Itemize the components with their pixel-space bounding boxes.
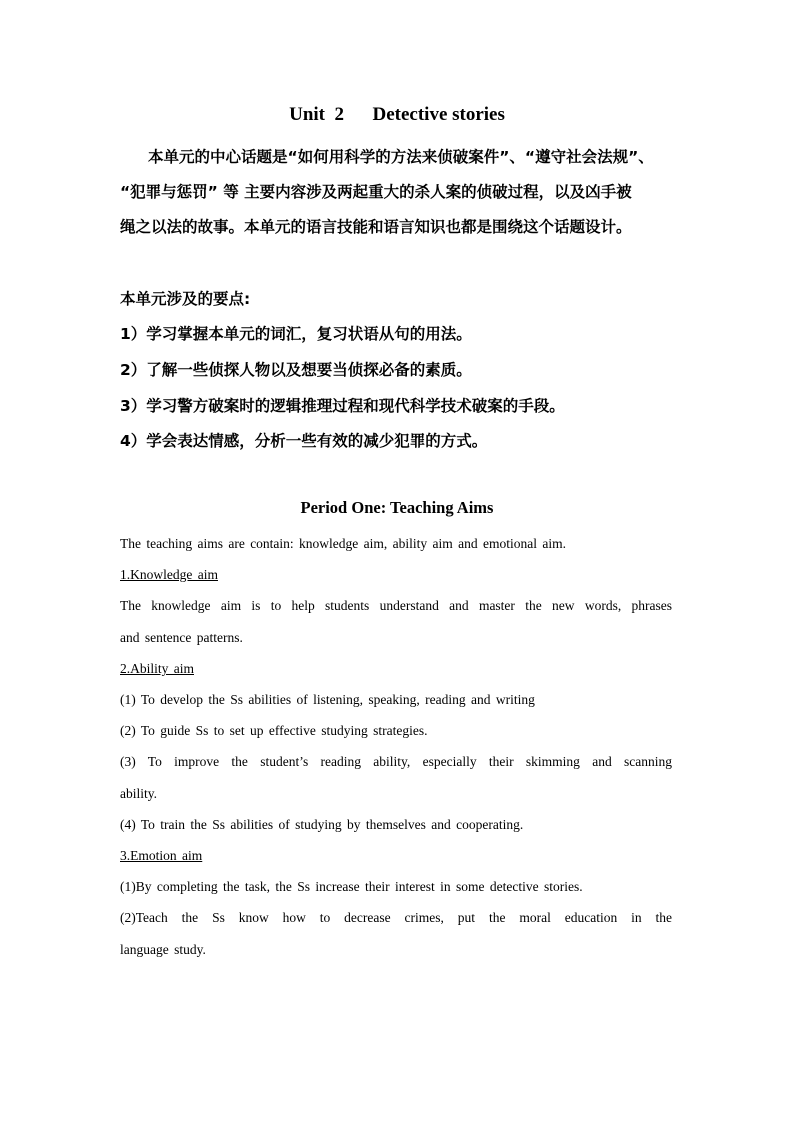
knowledge-aim-heading: 1.Knowledge aim [120, 567, 218, 582]
ability-aim-heading: 2.Ability aim [120, 661, 194, 676]
key-points-heading: 本单元涉及的要点: [120, 290, 251, 308]
key-point-item: 1）学习掌握本单元的词汇，复习状语从句的用法。 [120, 325, 472, 343]
ability-aim-item: (4) To train the Ss abilities of studying by themselves and cooperating. [120, 817, 524, 832]
key-point-item: 4）学会表达情感，分析一些有效的减少犯罪的方式。 [120, 432, 488, 450]
knowledge-aim-text-line-1: The knowledge aim is to help students understand and master the new words, phrases [120, 598, 672, 613]
aims-intro: The teaching aims are contain: knowledge aim, ability aim and emotional aim. [120, 536, 566, 551]
emotion-aim-heading: 3.Emotion aim [120, 848, 203, 863]
ability-aim-item-continued: ability. [120, 786, 157, 801]
intro-line-1: 本单元的中心话题是“如何用科学的方法来侦破案件”、“遵守社会法规”、 [148, 148, 654, 166]
intro-line-3: 绳之以法的故事。本单元的语言技能和语言知识也都是围绕这个话题设计。 [120, 218, 632, 236]
knowledge-aim-text-line-2: and sentence patterns. [120, 630, 243, 645]
emotion-aim-item: (1)By completing the task, the Ss increase their interest in some detective stories. [120, 879, 583, 894]
key-point-item: 2）了解一些侦探人物以及想要当侦探必备的素质。 [120, 361, 472, 379]
page-title: Unit 2 Detective stories [289, 104, 505, 125]
intro-line-2: “犯罪与惩罚” 等 主要内容涉及两起重大的杀人案的侦破过程，以及凶手被 [120, 183, 632, 201]
emotion-aim-item-continued: language study. [120, 942, 206, 957]
key-point-item: 3）学习警方破案时的逻辑推理过程和现代科学技术破案的手段。 [120, 397, 565, 415]
ability-aim-item: (3) To improve the student’s reading ability, especially their skimming and scanning [120, 754, 672, 769]
section-title: Period One: Teaching Aims [300, 498, 494, 517]
emotion-aim-item: (2)Teach the Ss know how to decrease crimes, put the moral education in the [120, 910, 672, 925]
ability-aim-item: (1) To develop the Ss abilities of listening, speaking, reading and writing [120, 692, 535, 707]
ability-aim-item: (2) To guide Ss to set up effective studying strategies. [120, 723, 428, 738]
